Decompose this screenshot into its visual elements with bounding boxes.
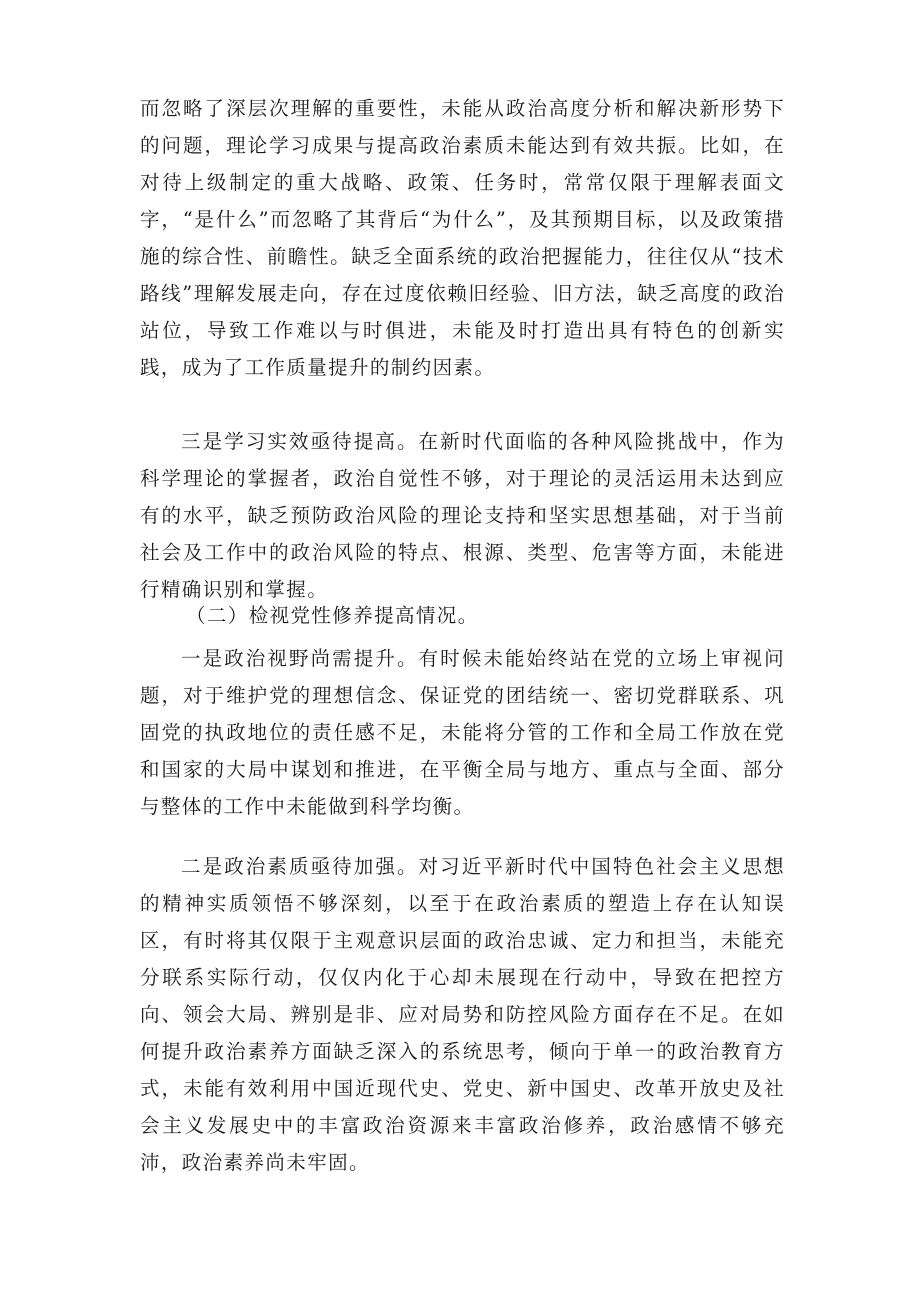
paragraph-political-vision: 一是政治视野尚需提升。有时候未能始终站在党的立场上审视问题，对于维护党的理想信念、保证党的团结统一、密切党群联系、巩固党的执政地位的责任感不足，未能将分管的工作和全局工作放在党和国家的大局中谋划和推进，在平衡全局与地方、重点与全面、部分与整体的工作中未能做到科学均衡。 <box>140 647 785 818</box>
paragraph-study-effectiveness: 三是学习实效亟待提高。在新时代面临的各种风险挑战中，作为科学理论的掌握者，政治自觉性不够，对于理论的灵活运用未达到应有的水平，缺乏预防政治风险的理论支持和坚实思想基础，对于当前社会及工作中的政治风险的特点、根源、类型、危害等方面，未能进行精确识别和掌握。 <box>140 430 785 601</box>
section-heading: （二）检视党性修养提高情况。 <box>186 604 479 627</box>
paragraph-political-quality: 二是政治素质亟待加强。对习近平新时代中国特色社会主义思想的精神实质领悟不够深刻，以至于在政治素质的塑造上存在认知误区，有时将其仅限于主观意识层面的政治忠诚、定力和担当，未能充分联系实际行动，仅仅内化于心却未展现在行动中，导致在把控方向、领会大局、辨别是非、应对局势和防控风险方面存在不足。在如何提升政治素养方面缺乏深入的系统思考，倾向于单一的政治教育方式，未能有效利用中国近现代史、党史、新中国史、改革开放史及社会主义发展史中的丰富政治资源来丰富政治修养，政治感情不够充沛，政治素养尚未牢固。 <box>140 855 785 1174</box>
paragraph-continued: 而忽略了深层次理解的重要性，未能从政治高度分析和解决新形势下的问题，理论学习成果与提高政治素质未能达到有效共振。比如，在对待上级制定的重大战略、政策、任务时，常常仅限于理解表面文字，“是什么”而忽略了其背后“为什么”，及其预期目标，以及政策措施的综合性、前瞻性。缺乏全面系统的政治把握能力，往往仅从“技术路线”理解发展走向，存在过度依赖旧经验、旧方法，缺乏高度的政治站位，导致工作难以与时俱进，未能及时打造出具有特色的创新实践，成为了工作质量提升的制约因素。 <box>140 97 785 379</box>
